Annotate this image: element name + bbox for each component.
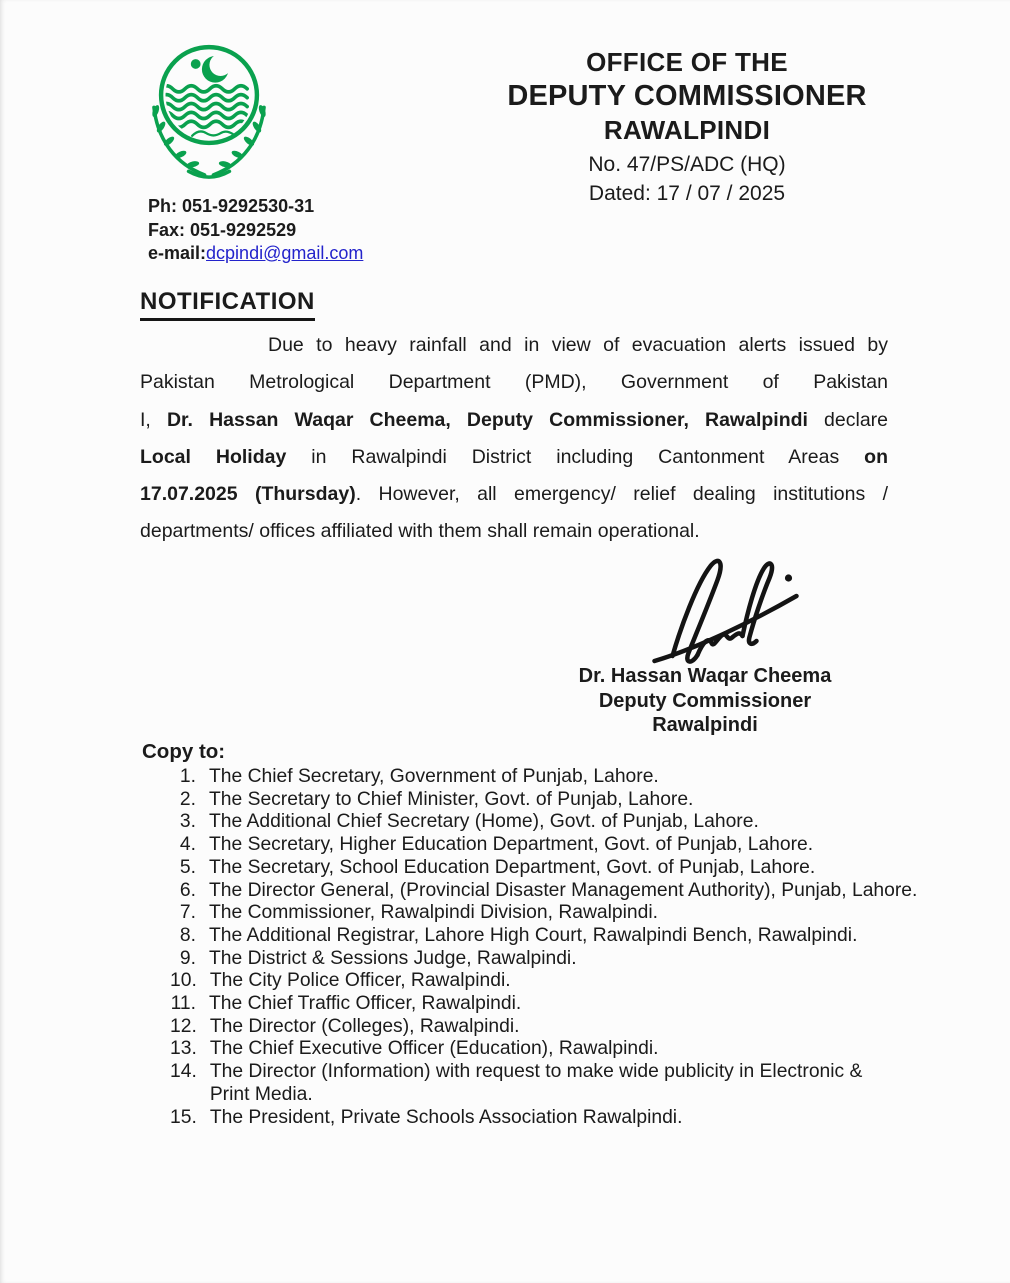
signatory-title: Deputy Commissioner xyxy=(598,689,812,712)
notification-heading: NOTIFICATION xyxy=(140,288,315,321)
email-label: e-mail: xyxy=(148,243,207,263)
office-name-line3: RAWALPINDI xyxy=(603,115,771,145)
wheat-leaves xyxy=(151,104,267,168)
item-text: The Director General, (Provincial Disaster Management Authority), Punjab, Lahore. xyxy=(209,879,918,901)
list-item xyxy=(170,789,917,812)
item-number: 7. xyxy=(179,902,196,924)
item-number: 11. xyxy=(170,993,196,1015)
river-waves-icon xyxy=(160,86,247,128)
list-item xyxy=(170,1016,917,1039)
list-item xyxy=(170,993,917,1016)
item-text: The Director (Information) with request to make wide publicity in Electronic & Print Media. xyxy=(209,1061,863,1105)
item-number: 13. xyxy=(170,1038,197,1060)
reference-number: No. 47/PS/ADC (HQ) xyxy=(588,153,786,176)
email-link[interactable]: dcpindi@gmail.com xyxy=(206,243,364,263)
list-item xyxy=(170,880,917,903)
item-text: The Secretary, Higher Education Department, Govt. of Punjab, Lahore. xyxy=(209,834,814,856)
list-item xyxy=(170,811,917,834)
item-number: 15. xyxy=(170,1106,197,1128)
signatory-location: Rawalpindi xyxy=(652,714,758,737)
list-item xyxy=(170,902,917,925)
item-number: 6. xyxy=(179,879,196,901)
item-number: 2. xyxy=(179,788,196,810)
contact-block xyxy=(148,195,363,266)
item-text: The Chief Secretary, Government of Punjab, Lahore. xyxy=(209,766,659,787)
list-item xyxy=(170,1107,917,1130)
item-text: The District & Sessions Judge, Rawalpindi. xyxy=(209,947,577,969)
list-item xyxy=(170,834,917,857)
item-number: 1. xyxy=(179,766,196,787)
letterhead xyxy=(452,46,922,208)
body-line: departments/ offices affiliated with them shall remain operational. xyxy=(140,520,700,543)
item-number: 9. xyxy=(179,947,196,969)
item-number: 12. xyxy=(170,1015,197,1037)
date-line: Dated: 17 / 07 / 2025 xyxy=(588,182,786,205)
item-text: The City Police Officer, Rawalpindi. xyxy=(209,970,511,992)
item-text: The President, Private Schools Association Rawalpindi. xyxy=(209,1106,683,1128)
item-text: The Commissioner, Rawalpindi Division, Rawalpindi. xyxy=(209,902,659,924)
notification-body xyxy=(140,327,888,551)
list-item xyxy=(170,970,917,993)
list-item xyxy=(170,1061,917,1106)
item-text: The Chief Traffic Officer, Rawalpindi. xyxy=(209,993,522,1015)
fax-line: Fax: 051-9292529 xyxy=(148,219,297,240)
body-line: 17.07.2025 (Thursday). However, all emergency/ relief dealing institutions / xyxy=(140,483,888,506)
item-text: The Additional Chief Secretary (Home), Govt. of Punjab, Lahore. xyxy=(209,811,759,833)
list-item xyxy=(170,857,917,880)
punjab-crest-logo xyxy=(130,40,288,182)
item-text: The Secretary to Chief Minister, Govt. of Punjab, Lahore. xyxy=(209,788,694,810)
item-text: The Secretary, School Education Department, Govt. of Punjab, Lahore. xyxy=(209,856,816,878)
item-number: 5. xyxy=(179,856,196,878)
copy-to-list xyxy=(170,766,917,1129)
office-name-line1: OFFICE OF THE xyxy=(586,47,788,77)
list-item xyxy=(170,925,917,948)
item-text: The Director (Colleges), Rawalpindi. xyxy=(209,1015,520,1037)
copy-to-label: Copy to: xyxy=(142,740,226,763)
item-text: The Additional Registrar, Lahore High Court, Rawalpindi Bench, Rawalpindi. xyxy=(209,924,858,946)
item-number: 14. xyxy=(170,1061,197,1083)
item-number: 8. xyxy=(179,924,196,946)
item-number: 10. xyxy=(170,970,197,992)
list-item xyxy=(170,1038,917,1061)
office-name-line2: DEPUTY COMMISSIONER xyxy=(507,80,867,112)
signatory-name: Dr. Hassan Waqar Cheema xyxy=(578,665,832,687)
crescent-icon xyxy=(191,54,232,83)
signatory-block xyxy=(550,664,860,738)
body-line: Due to heavy rainfall and in view of evacuation alerts issued by xyxy=(268,334,888,356)
body-line: Pakistan Metrological Department (PMD), Government of Pakistan xyxy=(140,371,888,394)
list-item xyxy=(170,766,917,789)
handwritten-signature-icon xyxy=(636,550,812,668)
item-number: 4. xyxy=(179,834,196,856)
list-item xyxy=(170,948,917,971)
phone-line: Ph: 051-9292530-31 xyxy=(148,196,315,216)
body-line: Local Holiday in Rawalpindi District including Cantonment Areas on xyxy=(140,445,888,468)
body-line: I, Dr. Hassan Waqar Cheema, Deputy Commissioner, Rawalpindi declare xyxy=(140,408,888,431)
item-number: 3. xyxy=(179,811,196,833)
email-line xyxy=(148,242,363,266)
urdu-script-mark xyxy=(192,131,233,135)
item-text: The Chief Executive Officer (Education), Rawalpindi. xyxy=(209,1038,659,1060)
